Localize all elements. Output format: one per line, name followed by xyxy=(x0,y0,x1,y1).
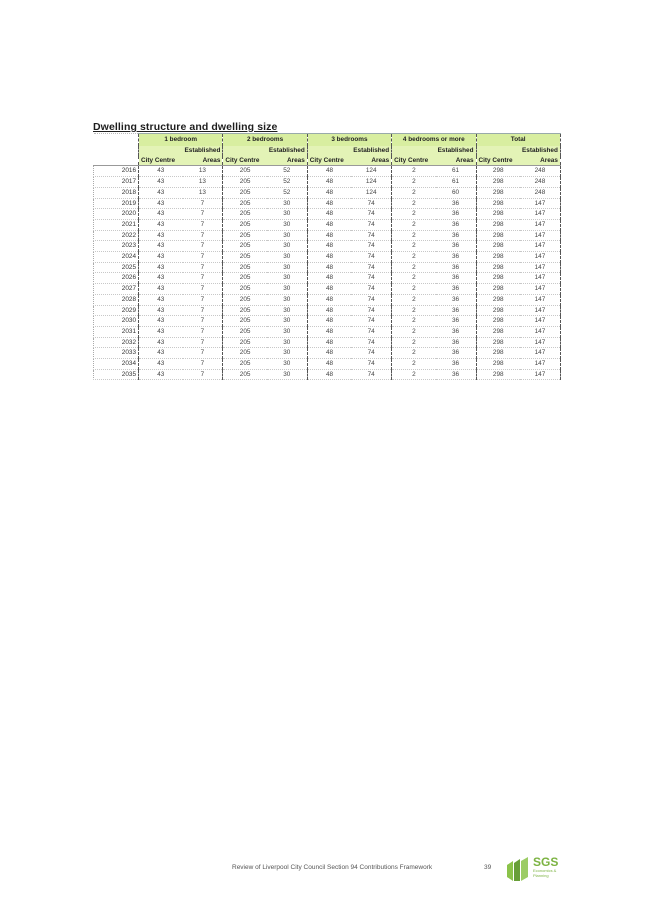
value-cell: 43 xyxy=(139,359,183,370)
value-cell: 36 xyxy=(436,230,476,241)
value-cell: 74 xyxy=(351,273,391,284)
sub-header-blank xyxy=(392,146,436,156)
value-cell: 48 xyxy=(307,252,351,263)
year-cell: 2033 xyxy=(94,348,139,359)
value-cell: 7 xyxy=(183,305,223,316)
value-cell: 30 xyxy=(267,209,307,220)
value-cell: 43 xyxy=(139,316,183,327)
value-cell: 48 xyxy=(307,230,351,241)
value-cell: 36 xyxy=(436,273,476,284)
table-row xyxy=(94,166,561,177)
header-corner xyxy=(94,156,139,166)
value-cell: 2 xyxy=(392,230,436,241)
value-cell: 2 xyxy=(392,369,436,380)
value-cell: 48 xyxy=(307,337,351,348)
logo-letters: SGS xyxy=(533,855,559,869)
value-cell: 43 xyxy=(139,369,183,380)
year-cell: 2032 xyxy=(94,337,139,348)
value-cell: 48 xyxy=(307,177,351,188)
value-cell: 48 xyxy=(307,198,351,209)
value-cell: 7 xyxy=(183,198,223,209)
value-cell: 61 xyxy=(436,177,476,188)
value-cell: 298 xyxy=(476,209,520,220)
sub-header-blank xyxy=(307,146,351,156)
logo-subtitle: Economics & Planning xyxy=(533,868,557,878)
table-row xyxy=(94,316,561,327)
value-cell: 7 xyxy=(183,241,223,252)
table-row xyxy=(94,273,561,284)
value-cell: 298 xyxy=(476,348,520,359)
value-cell: 74 xyxy=(351,369,391,380)
value-cell: 205 xyxy=(223,348,267,359)
value-cell: 147 xyxy=(520,359,560,370)
value-cell: 36 xyxy=(436,326,476,337)
value-cell: 147 xyxy=(520,252,560,263)
value-cell: 147 xyxy=(520,369,560,380)
year-cell: 2016 xyxy=(94,166,139,177)
value-cell: 36 xyxy=(436,305,476,316)
table-row xyxy=(94,337,561,348)
value-cell: 298 xyxy=(476,316,520,327)
year-cell: 2020 xyxy=(94,209,139,220)
value-cell: 2 xyxy=(392,198,436,209)
page-title: Dwelling structure and dwelling size xyxy=(93,121,278,133)
value-cell: 13 xyxy=(183,187,223,198)
value-cell: 43 xyxy=(139,166,183,177)
value-cell: 74 xyxy=(351,294,391,305)
value-cell: 205 xyxy=(223,262,267,273)
value-cell: 147 xyxy=(520,348,560,359)
value-cell: 30 xyxy=(267,284,307,295)
group-header-row xyxy=(94,134,561,147)
table-row xyxy=(94,294,561,305)
sub-header-established: Established xyxy=(183,146,223,156)
value-cell: 298 xyxy=(476,273,520,284)
value-cell: 36 xyxy=(436,369,476,380)
value-cell: 205 xyxy=(223,219,267,230)
value-cell: 36 xyxy=(436,262,476,273)
year-cell: 2024 xyxy=(94,252,139,263)
value-cell: 48 xyxy=(307,219,351,230)
header-corner xyxy=(94,134,139,147)
sub-header-blank xyxy=(223,146,267,156)
group-header: 3 bedrooms xyxy=(307,134,391,147)
sub-header-areas: Areas xyxy=(183,156,223,166)
value-cell: 74 xyxy=(351,198,391,209)
value-cell: 48 xyxy=(307,369,351,380)
value-cell: 205 xyxy=(223,316,267,327)
value-cell: 48 xyxy=(307,273,351,284)
value-cell: 147 xyxy=(520,230,560,241)
sub-header-city-centre: City Centre xyxy=(139,156,183,166)
value-cell: 2 xyxy=(392,326,436,337)
value-cell: 147 xyxy=(520,219,560,230)
value-cell: 205 xyxy=(223,209,267,220)
value-cell: 298 xyxy=(476,305,520,316)
value-cell: 298 xyxy=(476,187,520,198)
year-cell: 2028 xyxy=(94,294,139,305)
value-cell: 2 xyxy=(392,284,436,295)
sub-header-established: Established xyxy=(267,146,307,156)
value-cell: 43 xyxy=(139,230,183,241)
value-cell: 298 xyxy=(476,241,520,252)
value-cell: 36 xyxy=(436,252,476,263)
value-cell: 2 xyxy=(392,273,436,284)
value-cell: 298 xyxy=(476,219,520,230)
value-cell: 43 xyxy=(139,284,183,295)
value-cell: 7 xyxy=(183,209,223,220)
table-row xyxy=(94,305,561,316)
value-cell: 2 xyxy=(392,241,436,252)
sub-header-blank xyxy=(139,146,183,156)
value-cell: 30 xyxy=(267,337,307,348)
value-cell: 43 xyxy=(139,273,183,284)
sub-header-areas: Areas xyxy=(520,156,560,166)
value-cell: 30 xyxy=(267,294,307,305)
value-cell: 2 xyxy=(392,252,436,263)
value-cell: 147 xyxy=(520,209,560,220)
value-cell: 36 xyxy=(436,198,476,209)
value-cell: 7 xyxy=(183,316,223,327)
sub-header-city-centre: City Centre xyxy=(392,156,436,166)
value-cell: 205 xyxy=(223,177,267,188)
value-cell: 13 xyxy=(183,166,223,177)
value-cell: 298 xyxy=(476,284,520,295)
value-cell: 147 xyxy=(520,262,560,273)
value-cell: 147 xyxy=(520,305,560,316)
table-row xyxy=(94,284,561,295)
value-cell: 30 xyxy=(267,241,307,252)
year-cell: 2021 xyxy=(94,219,139,230)
value-cell: 124 xyxy=(351,166,391,177)
value-cell: 298 xyxy=(476,177,520,188)
value-cell: 124 xyxy=(351,177,391,188)
year-cell: 2019 xyxy=(94,198,139,209)
value-cell: 30 xyxy=(267,316,307,327)
value-cell: 48 xyxy=(307,187,351,198)
sub-header-established: Established xyxy=(351,146,391,156)
value-cell: 298 xyxy=(476,359,520,370)
group-header: Total xyxy=(476,134,560,147)
value-cell: 7 xyxy=(183,337,223,348)
value-cell: 30 xyxy=(267,262,307,273)
sgs-logo xyxy=(505,855,565,885)
value-cell: 43 xyxy=(139,305,183,316)
value-cell: 205 xyxy=(223,187,267,198)
group-header: 2 bedrooms xyxy=(223,134,307,147)
year-cell: 2025 xyxy=(94,262,139,273)
value-cell: 52 xyxy=(267,187,307,198)
value-cell: 48 xyxy=(307,305,351,316)
value-cell: 30 xyxy=(267,305,307,316)
value-cell: 298 xyxy=(476,262,520,273)
year-cell: 2023 xyxy=(94,241,139,252)
value-cell: 74 xyxy=(351,252,391,263)
table-row xyxy=(94,252,561,263)
value-cell: 2 xyxy=(392,348,436,359)
year-cell: 2026 xyxy=(94,273,139,284)
year-cell: 2029 xyxy=(94,305,139,316)
value-cell: 7 xyxy=(183,273,223,284)
sub-header-row-top xyxy=(94,146,561,156)
value-cell: 2 xyxy=(392,219,436,230)
table-row xyxy=(94,209,561,220)
year-cell: 2027 xyxy=(94,284,139,295)
value-cell: 205 xyxy=(223,359,267,370)
value-cell: 74 xyxy=(351,359,391,370)
table-row xyxy=(94,198,561,209)
value-cell: 7 xyxy=(183,230,223,241)
sub-header-areas: Areas xyxy=(436,156,476,166)
value-cell: 30 xyxy=(267,273,307,284)
year-cell: 2018 xyxy=(94,187,139,198)
value-cell: 36 xyxy=(436,294,476,305)
value-cell: 43 xyxy=(139,337,183,348)
year-cell: 2035 xyxy=(94,369,139,380)
value-cell: 147 xyxy=(520,326,560,337)
group-header: 1 bedroom xyxy=(139,134,223,147)
group-header: 4 bedrooms or more xyxy=(392,134,476,147)
value-cell: 7 xyxy=(183,294,223,305)
value-cell: 205 xyxy=(223,241,267,252)
page-number: 39 xyxy=(484,864,492,871)
value-cell: 7 xyxy=(183,369,223,380)
value-cell: 298 xyxy=(476,252,520,263)
table-row xyxy=(94,348,561,359)
value-cell: 48 xyxy=(307,359,351,370)
value-cell: 147 xyxy=(520,316,560,327)
value-cell: 43 xyxy=(139,262,183,273)
value-cell: 48 xyxy=(307,262,351,273)
value-cell: 7 xyxy=(183,348,223,359)
sub-header-city-centre: City Centre xyxy=(223,156,267,166)
value-cell: 7 xyxy=(183,359,223,370)
sub-header-established: Established xyxy=(520,146,560,156)
value-cell: 298 xyxy=(476,198,520,209)
year-cell: 2017 xyxy=(94,177,139,188)
value-cell: 43 xyxy=(139,209,183,220)
value-cell: 30 xyxy=(267,326,307,337)
table-row xyxy=(94,230,561,241)
value-cell: 48 xyxy=(307,316,351,327)
value-cell: 36 xyxy=(436,241,476,252)
value-cell: 74 xyxy=(351,262,391,273)
value-cell: 74 xyxy=(351,284,391,295)
value-cell: 2 xyxy=(392,262,436,273)
table-row xyxy=(94,187,561,198)
value-cell: 43 xyxy=(139,326,183,337)
value-cell: 30 xyxy=(267,252,307,263)
value-cell: 48 xyxy=(307,326,351,337)
value-cell: 147 xyxy=(520,337,560,348)
value-cell: 48 xyxy=(307,294,351,305)
value-cell: 36 xyxy=(436,316,476,327)
value-cell: 248 xyxy=(520,187,560,198)
value-cell: 52 xyxy=(267,177,307,188)
value-cell: 48 xyxy=(307,209,351,220)
footer-text: Review of Liverpool City Council Section 94 Contributions Framework xyxy=(232,864,433,871)
value-cell: 7 xyxy=(183,219,223,230)
value-cell: 2 xyxy=(392,294,436,305)
table-row xyxy=(94,359,561,370)
value-cell: 30 xyxy=(267,369,307,380)
value-cell: 205 xyxy=(223,166,267,177)
table-row xyxy=(94,369,561,380)
value-cell: 147 xyxy=(520,284,560,295)
value-cell: 61 xyxy=(436,166,476,177)
value-cell: 36 xyxy=(436,284,476,295)
value-cell: 7 xyxy=(183,326,223,337)
value-cell: 43 xyxy=(139,198,183,209)
value-cell: 43 xyxy=(139,187,183,198)
dwelling-table xyxy=(93,133,561,380)
value-cell: 205 xyxy=(223,337,267,348)
table-row xyxy=(94,241,561,252)
value-cell: 48 xyxy=(307,284,351,295)
value-cell: 36 xyxy=(436,348,476,359)
value-cell: 147 xyxy=(520,294,560,305)
value-cell: 7 xyxy=(183,252,223,263)
value-cell: 30 xyxy=(267,359,307,370)
value-cell: 43 xyxy=(139,219,183,230)
value-cell: 298 xyxy=(476,337,520,348)
value-cell: 74 xyxy=(351,326,391,337)
logo-mark-icon xyxy=(505,855,531,883)
value-cell: 205 xyxy=(223,198,267,209)
value-cell: 48 xyxy=(307,348,351,359)
value-cell: 74 xyxy=(351,305,391,316)
sub-header-row-bottom xyxy=(94,156,561,166)
sub-header-city-centre: City Centre xyxy=(476,156,520,166)
value-cell: 30 xyxy=(267,348,307,359)
value-cell: 205 xyxy=(223,369,267,380)
value-cell: 7 xyxy=(183,262,223,273)
value-cell: 205 xyxy=(223,273,267,284)
sub-header-areas: Areas xyxy=(267,156,307,166)
value-cell: 74 xyxy=(351,230,391,241)
value-cell: 74 xyxy=(351,219,391,230)
value-cell: 36 xyxy=(436,359,476,370)
value-cell: 147 xyxy=(520,273,560,284)
year-cell: 2022 xyxy=(94,230,139,241)
value-cell: 30 xyxy=(267,198,307,209)
value-cell: 205 xyxy=(223,326,267,337)
value-cell: 74 xyxy=(351,348,391,359)
value-cell: 13 xyxy=(183,177,223,188)
table-row xyxy=(94,262,561,273)
value-cell: 205 xyxy=(223,284,267,295)
value-cell: 30 xyxy=(267,230,307,241)
header-corner xyxy=(94,146,139,156)
value-cell: 298 xyxy=(476,230,520,241)
value-cell: 2 xyxy=(392,166,436,177)
sub-header-areas: Areas xyxy=(351,156,391,166)
value-cell: 36 xyxy=(436,209,476,220)
table-row xyxy=(94,326,561,337)
value-cell: 7 xyxy=(183,284,223,295)
value-cell: 2 xyxy=(392,316,436,327)
value-cell: 205 xyxy=(223,305,267,316)
value-cell: 205 xyxy=(223,252,267,263)
value-cell: 36 xyxy=(436,337,476,348)
value-cell: 2 xyxy=(392,359,436,370)
value-cell: 2 xyxy=(392,177,436,188)
year-cell: 2030 xyxy=(94,316,139,327)
table-row xyxy=(94,219,561,230)
value-cell: 48 xyxy=(307,166,351,177)
value-cell: 248 xyxy=(520,177,560,188)
sub-header-city-centre: City Centre xyxy=(307,156,351,166)
sub-header-established: Established xyxy=(436,146,476,156)
value-cell: 298 xyxy=(476,326,520,337)
value-cell: 124 xyxy=(351,187,391,198)
table-row xyxy=(94,177,561,188)
value-cell: 36 xyxy=(436,219,476,230)
value-cell: 147 xyxy=(520,198,560,209)
year-cell: 2031 xyxy=(94,326,139,337)
value-cell: 147 xyxy=(520,241,560,252)
value-cell: 2 xyxy=(392,337,436,348)
value-cell: 60 xyxy=(436,187,476,198)
sub-header-blank xyxy=(476,146,520,156)
value-cell: 74 xyxy=(351,209,391,220)
value-cell: 43 xyxy=(139,241,183,252)
value-cell: 248 xyxy=(520,166,560,177)
value-cell: 74 xyxy=(351,241,391,252)
value-cell: 205 xyxy=(223,230,267,241)
value-cell: 43 xyxy=(139,294,183,305)
value-cell: 298 xyxy=(476,166,520,177)
value-cell: 2 xyxy=(392,209,436,220)
year-cell: 2034 xyxy=(94,359,139,370)
value-cell: 43 xyxy=(139,252,183,263)
value-cell: 48 xyxy=(307,241,351,252)
value-cell: 43 xyxy=(139,348,183,359)
value-cell: 30 xyxy=(267,219,307,230)
value-cell: 74 xyxy=(351,337,391,348)
value-cell: 298 xyxy=(476,294,520,305)
value-cell: 205 xyxy=(223,294,267,305)
value-cell: 52 xyxy=(267,166,307,177)
value-cell: 2 xyxy=(392,187,436,198)
value-cell: 2 xyxy=(392,305,436,316)
value-cell: 43 xyxy=(139,177,183,188)
value-cell: 298 xyxy=(476,369,520,380)
value-cell: 74 xyxy=(351,316,391,327)
